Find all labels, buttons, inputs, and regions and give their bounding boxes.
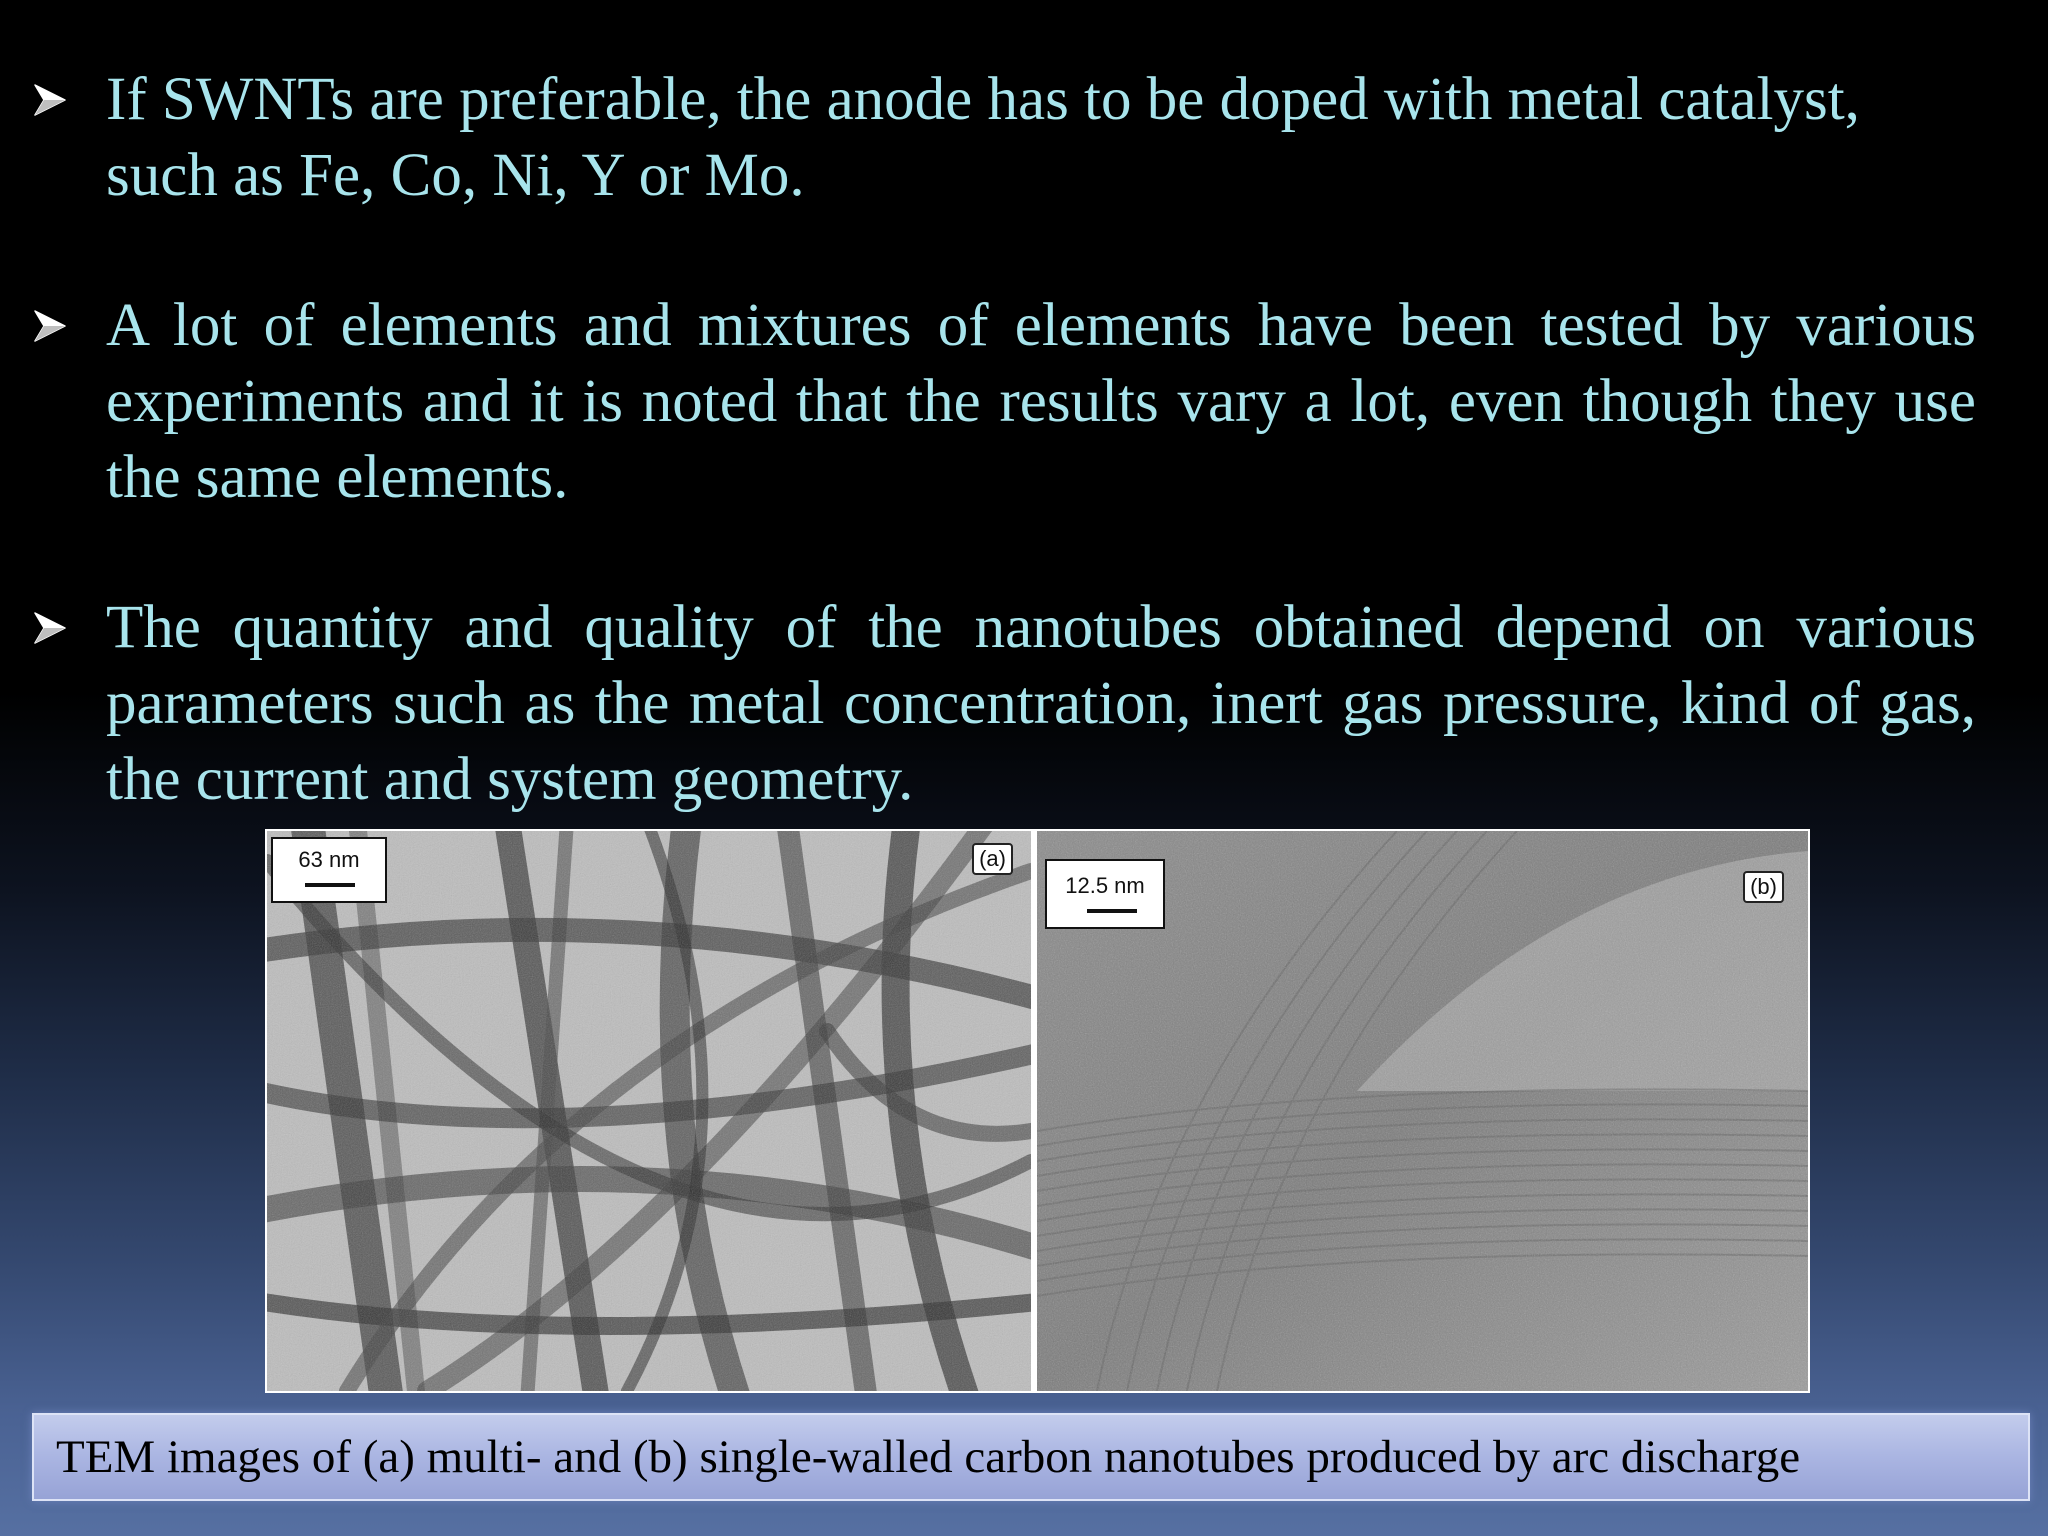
arrowhead-bullet-icon xyxy=(32,590,82,666)
scale-bar-label: 63 nm xyxy=(298,847,360,872)
scale-bar xyxy=(271,837,387,903)
panel-label: (a) xyxy=(972,843,1013,875)
bullet-item xyxy=(32,590,1976,818)
arrowhead-bullet-icon xyxy=(32,62,82,138)
figure-caption: TEM images of (a) multi- and (b) single-walled carbon nanotubes produced by arc discharge xyxy=(32,1413,2030,1501)
bullet-text: If SWNTs are preferable, the anode has to be doped with metal catalyst, such as Fe, Co, Ni, Y or Mo. xyxy=(106,66,1860,209)
tem-figure xyxy=(265,829,1810,1393)
bullet-item xyxy=(32,288,1976,516)
bullet-text: The quantity and quality of the nanotubes obtained depend on various parameters such as the metal concentration, inert gas pressure, kind of gas, the current and system geometry. xyxy=(106,594,1976,813)
multi-walled-nanotube-texture xyxy=(267,831,1031,1391)
tem-image-multi-walled xyxy=(267,831,1031,1391)
bullet-text: A lot of elements and mixtures of elements have been tested by various experiments and it is noted that the results vary a lot, even though they use the same elements. xyxy=(106,292,1976,511)
arrowhead-bullet-icon xyxy=(32,288,82,364)
scale-bar-line xyxy=(305,883,355,887)
bullet-list xyxy=(32,62,1976,818)
scale-bar xyxy=(1045,859,1165,929)
tem-image-single-walled xyxy=(1037,831,1808,1391)
scale-bar-label: 12.5 nm xyxy=(1065,873,1145,898)
bullet-item xyxy=(32,62,1976,214)
panel-label: (b) xyxy=(1743,871,1784,903)
scale-bar-line xyxy=(1087,909,1137,913)
